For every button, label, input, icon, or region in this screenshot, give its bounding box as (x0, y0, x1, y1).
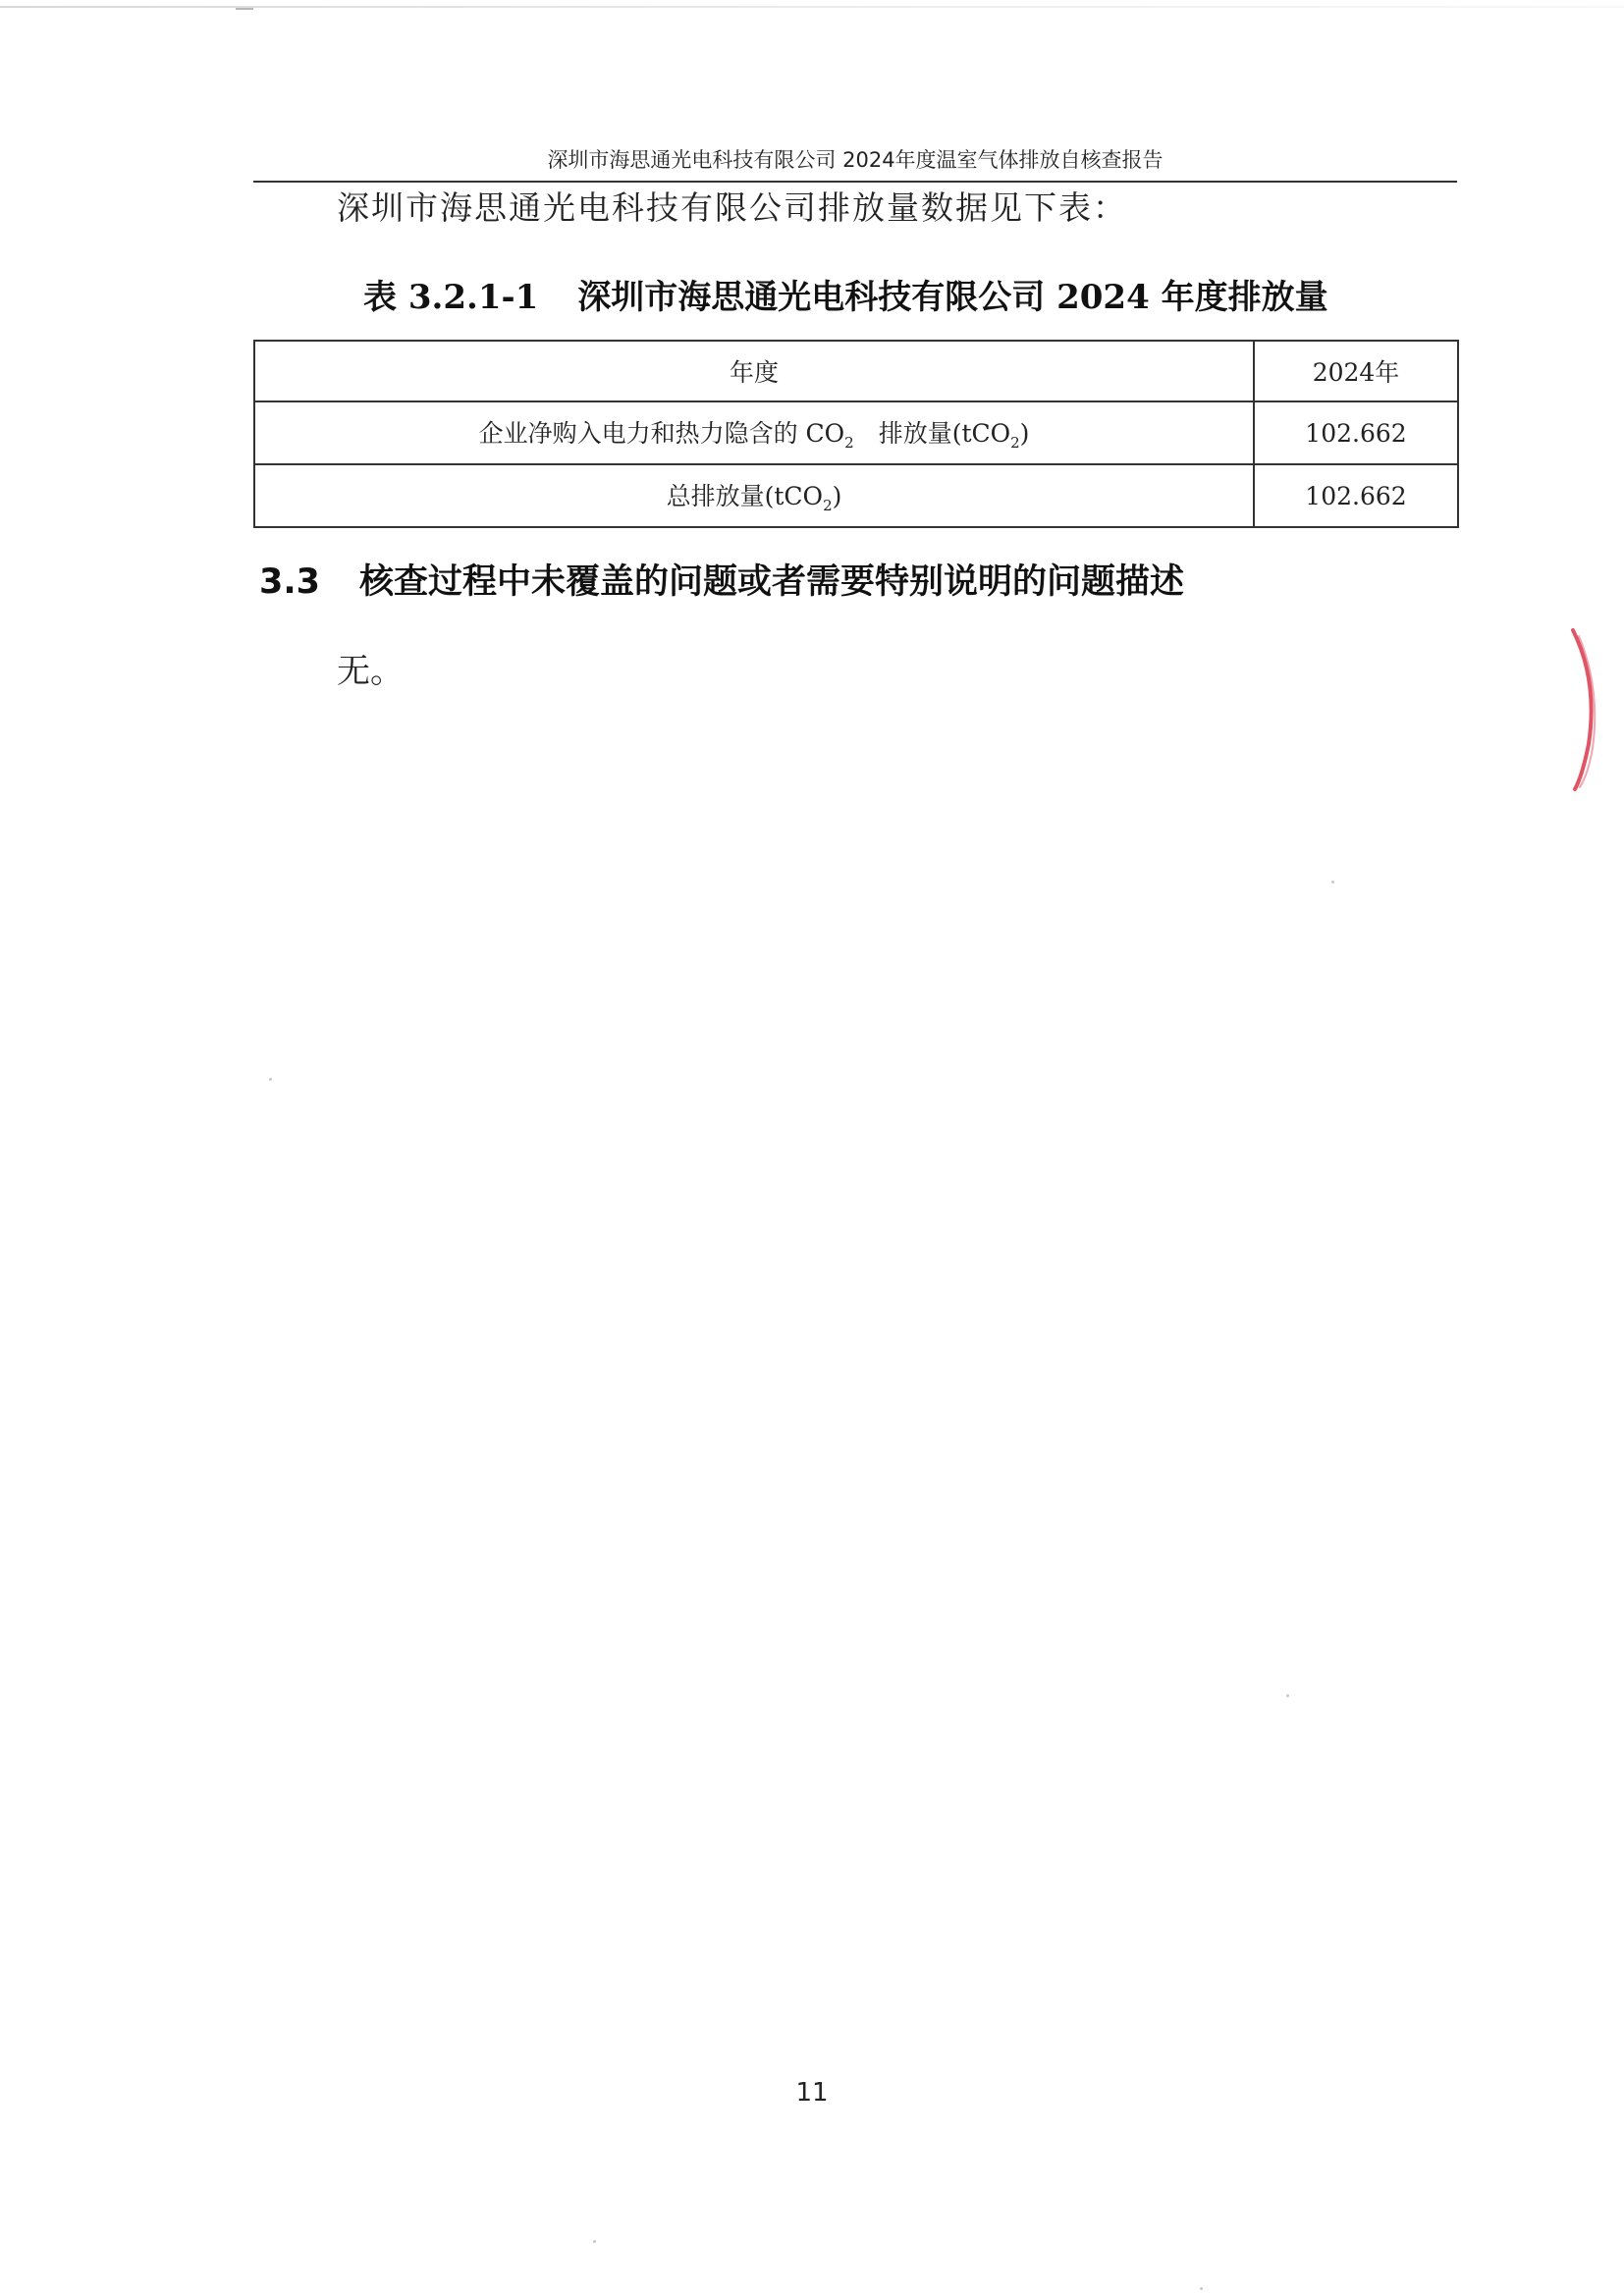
scan-speck (1286, 1694, 1289, 1697)
row-label-total-emissions: 总排放量(tCO$_2$) (254, 464, 1254, 527)
scan-edge-mark (236, 8, 253, 10)
running-header: 深圳市海思通光电科技有限公司 2024年度温室气体排放自核查报告 (547, 148, 1164, 172)
row-value-total-emissions: 102.662 (1254, 464, 1458, 527)
row-label-purchased-energy: 企业净购入电力和热力隐含的 $CO_2$ 排放量(tCO$_2$) (254, 401, 1254, 464)
row-value-purchased-energy: 102.662 (1254, 401, 1458, 464)
section-number: 3.3 (259, 562, 321, 602)
emissions-table (253, 340, 1459, 528)
header-cell-year-label: 年度 (254, 341, 1254, 401)
scan-speck (269, 1078, 272, 1081)
intro-paragraph: 深圳市海思通光电科技有限公司排放量数据见下表： (337, 188, 1127, 227)
scan-speck (593, 2240, 596, 2243)
table-caption-title: 深圳市海思通光电科技有限公司 2024 年度排放量 (577, 278, 1328, 317)
table-caption-number: 表 3.2.1-1 (363, 278, 539, 317)
table-caption (363, 269, 1328, 326)
section-heading (259, 552, 1184, 613)
page-number: 11 (795, 2078, 829, 2108)
table-header-row (254, 341, 1458, 401)
table-row (254, 464, 1458, 527)
section-body-text: 无。 (337, 652, 404, 691)
scan-speck (1200, 2287, 1203, 2290)
section-title: 核查过程中未覆盖的问题或者需要特别说明的问题描述 (359, 562, 1185, 602)
table-row (254, 401, 1458, 464)
header-cell-year-value: 2024年 (1254, 341, 1458, 401)
red-seal-edge (1565, 626, 1600, 793)
scan-speck (1331, 881, 1334, 883)
